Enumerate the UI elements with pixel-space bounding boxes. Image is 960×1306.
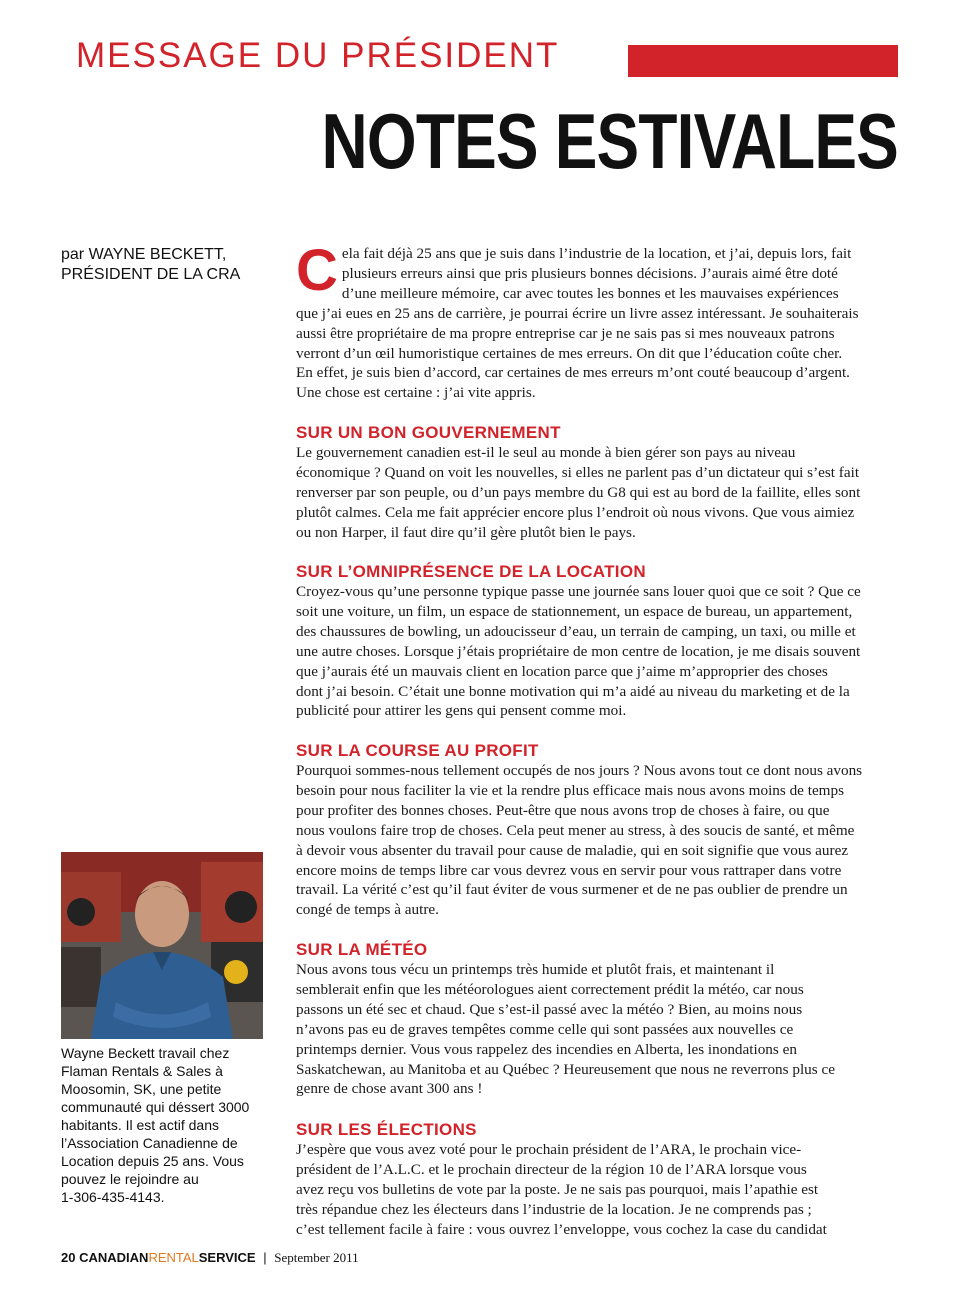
footer-separator: | xyxy=(263,1250,267,1265)
section-location xyxy=(296,562,900,721)
magazine-name-part2: RENTAL xyxy=(148,1250,199,1265)
intro-line: Une chose est certaine : j’ai vite appris. xyxy=(296,384,536,402)
caption-line: communauté qui déssert 3000 xyxy=(61,1099,250,1115)
body-line: renverser par son peuple, ou d’un pays membre du G8 qui est au bord de la faillite, elles sont xyxy=(296,483,861,501)
caption-line: pouvez le rejoindre au xyxy=(61,1171,199,1187)
body-line: Le gouvernement canadien est-il le seul au monde à bien gérer son pays au niveau xyxy=(296,444,796,461)
section-meteo xyxy=(296,940,900,1099)
photo-caption xyxy=(61,1044,266,1206)
page-footer xyxy=(61,1250,359,1266)
intro-paragraph xyxy=(296,238,900,403)
body-line: président de l’A.L.C. et le prochain directeur de la région 10 de l’ARA lorsque vous xyxy=(296,1160,807,1178)
caption-line: Flaman Rentals & Sales à xyxy=(61,1063,223,1079)
caption-line: 1-306-435-4143. xyxy=(61,1189,165,1205)
intro-line: aussi être propriétaire de ma propre entreprise car je ne sais pas si mes nouveaux patrons xyxy=(296,324,835,342)
author-photo xyxy=(61,852,263,1039)
byline-role: PRÉSIDENT DE LA CRA xyxy=(61,266,241,283)
byline xyxy=(61,245,281,285)
page-number: 20 xyxy=(61,1250,76,1265)
caption-line: habitants. Il est actif dans xyxy=(61,1117,219,1133)
byline-author: par WAYNE BECKETT, xyxy=(61,246,227,263)
body-line: congé de temps à autre. xyxy=(296,901,439,919)
section-gouvernement xyxy=(296,423,900,543)
body-line: plutôt calmes. Cela me fait apprécier encore plus l’endroit où nous vivons. Que vous aimiez xyxy=(296,503,855,521)
drop-cap: C xyxy=(296,238,338,303)
intro-line: ela fait déjà 25 ans que je suis dans l’industrie de la location, et j’ai, depuis lors, fait xyxy=(341,245,852,262)
body-line: avez reçu vos bulletins de vote par la poste. Je ne sais pas pourquoi, mais l’apathie est xyxy=(296,1180,819,1198)
caption-line: Location depuis 25 ans. Vous xyxy=(61,1153,244,1169)
body-line: travail. La vérité c’est qu’il faut éviter de vous surmener et de ne pas oublier de prendre un xyxy=(296,881,848,899)
article-title: NOTES ESTIVALES xyxy=(321,97,898,185)
section-kicker: MESSAGE DU PRÉSIDENT xyxy=(76,36,560,75)
body-line: printemps dernier. Vous vous rappelez des incendies en Alberta, les inondations en xyxy=(296,1040,797,1058)
kicker-accent-bar xyxy=(628,45,898,77)
body-line: J’espère que vous avez voté pour le prochain président de l’ARA, le prochain vice- xyxy=(296,1141,802,1158)
body-line: à devoir vous absenter du travail pour cause de maladie, qui en soit signifie que vous aurez xyxy=(296,841,849,859)
intro-line: que j’ai eues en 25 ans de carrière, je pourrai écrire un livre assez intéressant. Je souhaiterais xyxy=(296,304,859,322)
section-heading: SUR UN BON GOUVERNEMENT xyxy=(296,423,561,442)
body-line: Croyez-vous qu’une personne typique passe une journée sans louer quoi que ce soit ? Que ce xyxy=(296,583,861,600)
section-heading: SUR LA MÉTÉO xyxy=(296,940,428,959)
body-line: des chaussures de bowling, un adoucisseur d’eau, un terrain de camping, un taxi, ou mille et xyxy=(296,622,856,640)
body-line: genre de chose avant 300 ans ! xyxy=(296,1080,483,1098)
body-line: encore moins de temps libre car vous devrez vous en servir pour vous rattraper dans votre xyxy=(296,861,842,879)
intro-line: plusieurs erreurs ainsi que pris plusieurs bonnes décisions. J’aurais aimé être doté xyxy=(341,264,838,282)
section-heading: SUR LES ÉLECTIONS xyxy=(296,1120,477,1139)
section-profit xyxy=(296,741,900,920)
body-line: dont j’ai besoin. C’était une bonne motivation qui m’a aidé au niveau du marketing et de la xyxy=(296,682,850,700)
intro-line: En effet, je suis bien d’accord, car certaines de mes erreurs m’ont couté beaucoup d’argent. xyxy=(296,364,850,382)
body-line: nous voulons faire trop de choses. Cela peut mener au stress, à des soucis de santé, et même xyxy=(296,821,855,839)
body-line: Saskatchewan, au Manitoba et au Québec ? Heureusement que nous ne reverrons plus ce xyxy=(296,1060,835,1078)
issue-date: September 2011 xyxy=(274,1250,359,1265)
section-heading: SUR L’OMNIPRÉSENCE DE LA LOCATION xyxy=(296,562,646,581)
caption-line: l’Association Canadienne de xyxy=(61,1135,238,1151)
body-line: Nous avons tous vécu un printemps très humide et plutôt frais, et maintenant il xyxy=(296,961,775,978)
body-line: passons un été sec et chaud. Que s’est-il passé avec la météo ? Bien, au moins nous xyxy=(296,1000,803,1018)
magazine-name-part3: SERVICE xyxy=(198,1250,256,1265)
body-line: c’est tellement facile à faire : vous ouvrez l’enveloppe, vous cochez la case du candidat xyxy=(296,1220,827,1238)
magazine-name-part1: CANADIAN xyxy=(79,1250,149,1265)
caption-line: Wayne Beckett travail chez xyxy=(61,1045,230,1061)
section-heading: SUR LA COURSE AU PROFIT xyxy=(296,741,539,760)
body-line: pour profiter des bonnes choses. Peut-être que nous avons trop de choses à faire, ou que xyxy=(296,801,830,819)
body-line: très répandue chez les électeurs dans l’industrie de la location. Je ne comprends pas ; xyxy=(296,1200,812,1218)
body-line: une autre choses. Lorsque j’étais propriétaire de mon centre de location, je me disais souvent xyxy=(296,642,861,660)
body-line: n’avons pas eu de graves tempêtes comme celle qui sont passées aux nouvelles ce xyxy=(296,1020,794,1038)
body-line: publicité pour attirer les gens qui pensent comme moi. xyxy=(296,702,627,720)
intro-line: verront d’un œil humoristique certaines de mes erreurs. On dit que l’éducation coûte cher. xyxy=(296,344,843,362)
body-line: semblerait enfin que les météorologues aient correctement prédit la météo, car nous xyxy=(296,980,804,998)
body-line: Pourquoi sommes-nous tellement occupés de nos jours ? Nous avons tout ce dont nous avons xyxy=(296,762,863,779)
body-line: soit une voiture, un film, un espace de stationnement, un espace de bureau, un appartement, xyxy=(296,602,853,620)
section-elections xyxy=(296,1120,900,1240)
body-line: besoin pour nous faciliter la vie et la rendre plus efficace mais nous avons moins de temps xyxy=(296,781,845,799)
caption-line: Moosomin, SK, une petite xyxy=(61,1081,222,1097)
body-line: que j’aurais été un mauvais client en location parce que j’aime m’approprier des choses xyxy=(296,662,828,680)
body-line: ou non Harper, il faut dire qu’il gère plutôt bien le pays. xyxy=(296,523,636,541)
intro-line: d’une meilleure mémoire, car avec toutes les bonnes et les mauvaises expériences xyxy=(341,284,839,302)
body-line: économique ? Quand on voit les nouvelles, si elles ne parlent pas d’un dictateur qui s’est fait xyxy=(296,463,860,481)
